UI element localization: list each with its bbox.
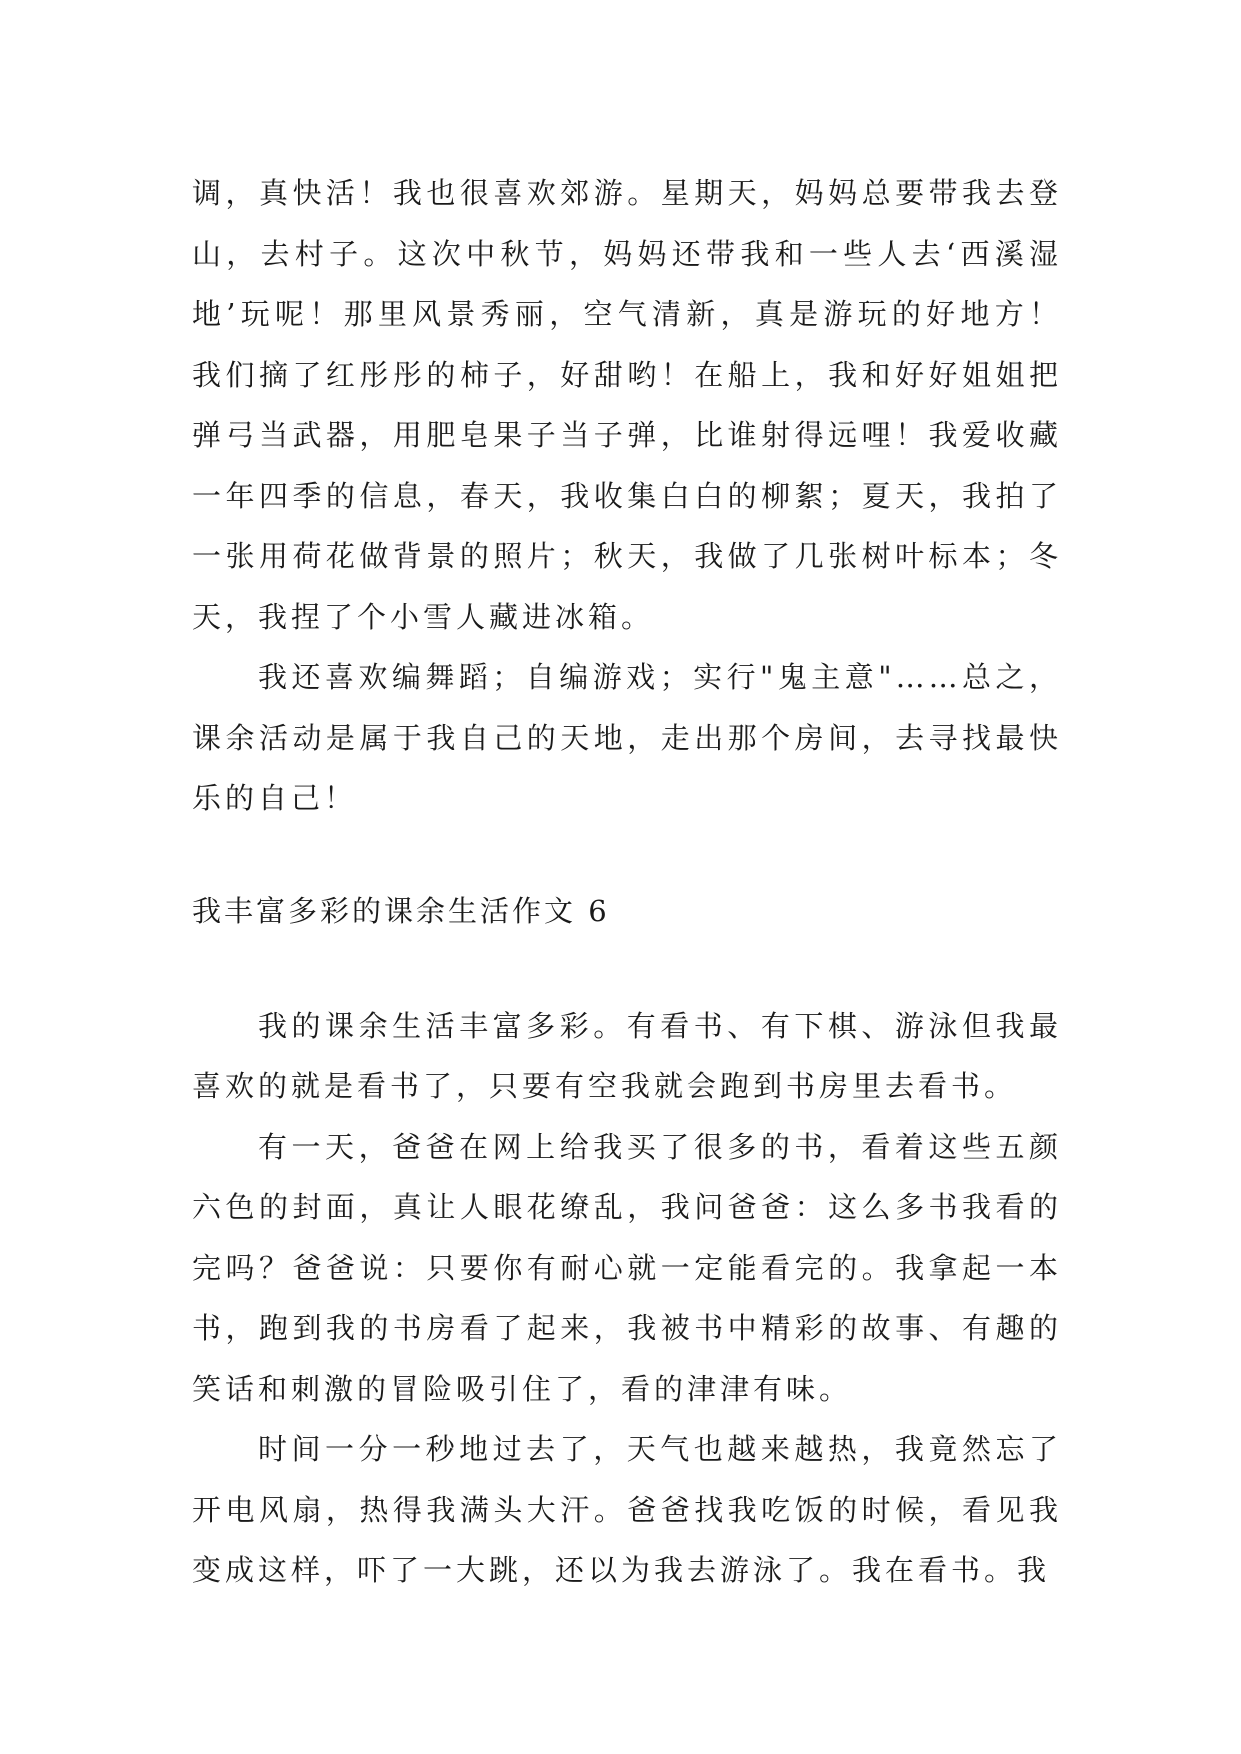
paragraph-intro: 我的课余生活丰富多彩。有看书、有下棋、游泳但我最喜欢的就是看书了，只要有空我就会跑到书房里去看书。 [192,1008,1062,1103]
paragraph-hobbies: 我还喜欢编舞蹈；自编游戏；实行"鬼主意"……总之，课余活动是属于我自己的天地，走出那个房间，去寻找最快乐的自己！ [192,660,1062,815]
paragraph-books: 有一天，爸爸在网上给我买了很多的书，看着这些五颜六色的封面，真让人眼花缭乱，我问爸爸：这么多书我看的完吗？爸爸说：只要你有耐心就一定能看完的。我拿起一本书，跑到我的书房看了起来，我被书中精彩的故事、有趣的笑话和刺激的冒险吸引住了，看的津津有味。 [192,1129,1062,1406]
essay-heading: 我丰富多彩的课余生活作文 6 [192,893,610,928]
document-body [192,163,1062,1601]
paragraph-continued: 调，真快活！我也很喜欢郊游。星期天，妈妈总要带我去登山，去村子。这次中秋节，妈妈还带我和一些人去‘西溪湿地’玩呢！那里风景秀丽，空气清新，真是游玩的好地方！我们摘了红彤彤的柿子，好甜哟！在船上，我和好好姐姐把弹弓当武器，用肥皂果子当子弹，比谁射得远哩！我爱收藏一年四季的信息，春天，我收集白白的柳絮；夏天，我拍了一张用荷花做背景的照片；秋天，我做了几张树叶标本；冬天，我捏了个小雪人藏进冰箱。 [192,176,1062,634]
paragraph-time: 时间一分一秒地过去了，天气也越来越热，我竟然忘了开电风扇，热得我满头大汗。爸爸找我吃饭的时候，看见我变成这样，吓了一大跳，还以为我去游泳了。我在看书。我 [192,1432,1062,1587]
